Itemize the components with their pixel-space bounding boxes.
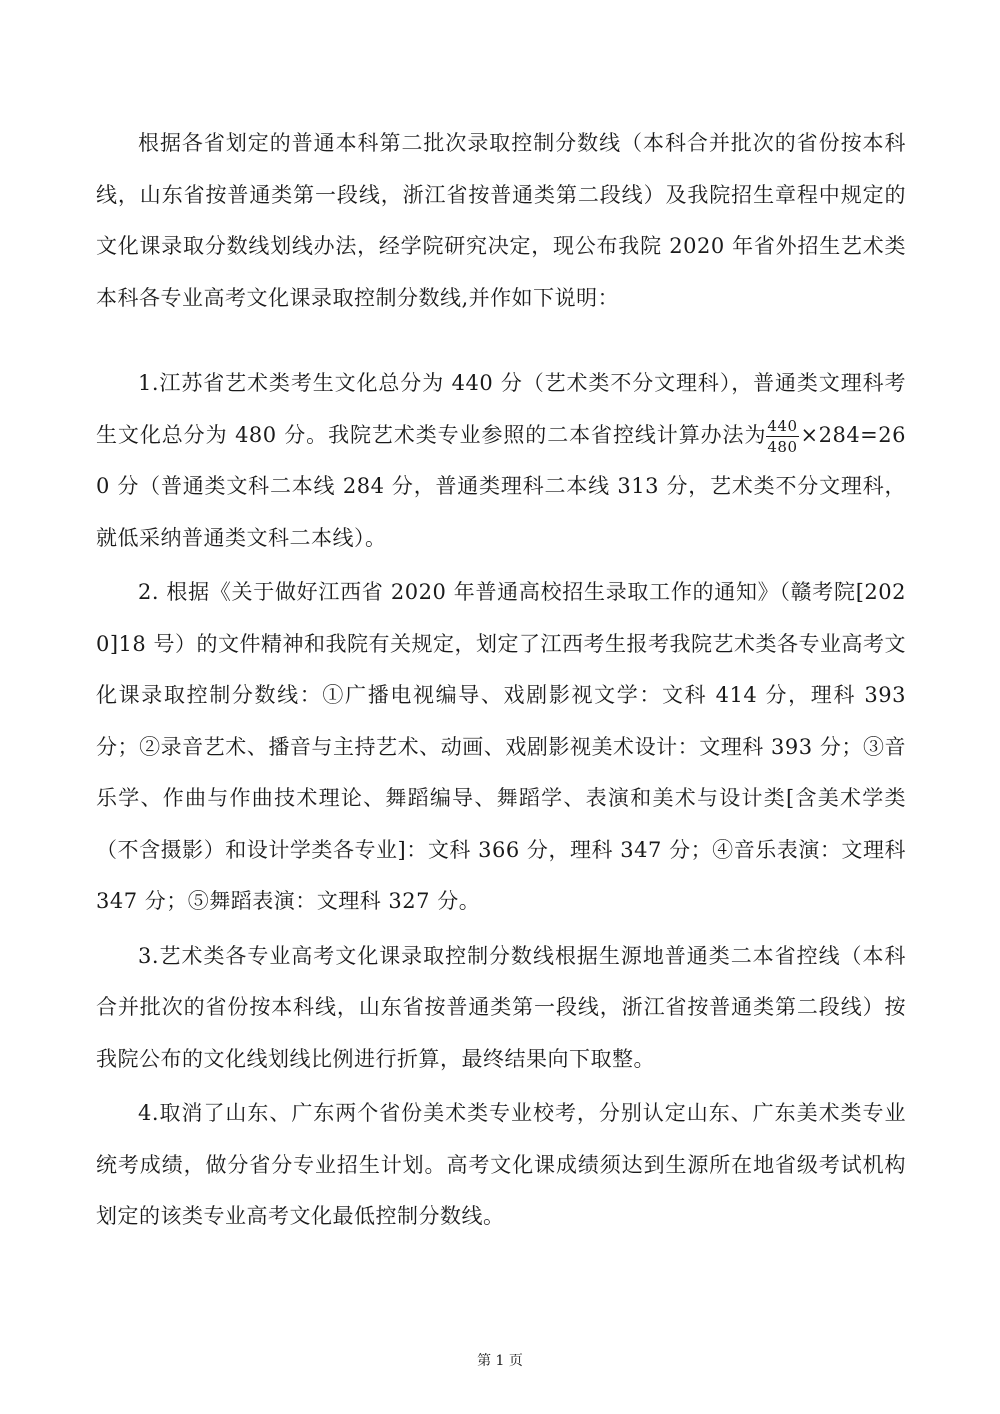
item-2-paragraph: 2. 根据《关于做好江西省 2020 年普通高校招生录取工作的通知》（赣考院[2020]18 号）的文件精神和我院有关规定，划定了江西考生报考我院艺术类各专业高考文化课录取控制分数线：①广播电视编导、戏剧影视文学：文科 414 分，理科 393 分；②录音艺术、播音与主持艺术、动画、戏剧影视美术设计：文理科 393 分；③音乐学、作曲与作曲技术理论、舞蹈编导、舞蹈学、表演和美术与设计类[含美术学类（不含摄影）和设计学类各专业]：文科 366 分，理科 347 分；④音乐表演：文理科 347 分；⑤舞蹈表演：文理科 327 分。 [96, 580, 906, 913]
item-1-text-part2: ×284=260 分（普通类文科二本线 284 分，普通类理科二本线 313 分，艺术类不分文理科，就低采纳普通类文科二本线）。 [96, 422, 906, 550]
fraction-440-480 [766, 417, 798, 456]
item-1-paragraph [96, 358, 906, 564]
fraction-numerator: 440 [767, 416, 798, 435]
item-4-paragraph: 4.取消了山东、广东两个省份美术类专业校考，分别认定山东、广东美术类专业统考成绩，做分省分专业招生计划。高考文化课成绩须达到生源所在地省级考试机构划定的该类专业高考文化最低控制分数线。 [96, 1101, 906, 1228]
item-3-paragraph: 3.艺术类各专业高考文化课录取控制分数线根据生源地普通类二本省控线（本科合并批次的省份按本科线，山东省按普通类第一段线，浙江省按普通类第二段线）按我院公布的文化线划线比例进行折算，最终结果向下取整。 [96, 943, 906, 1071]
page-number: 第 1 页 [477, 1353, 523, 1369]
item-1-text-part1: 1.江苏省艺术类考生文化总分为 440 分（艺术类不分文理科），普通类文理科考生文化总分为 480 分。我院艺术类专业参照的二本省控线计算办法为 [96, 371, 906, 447]
intro-paragraph: 根据各省划定的普通本科第二批次录取控制分数线（本科合并批次的省份按本科线，山东省按普通类第一段线，浙江省按普通类第二段线）及我院招生章程中规定的文化课录取分数线划线办法，经学院研究决定，现公布我院 2020 年省外招生艺术类本科各专业高考文化课录取控制分数线,并作如下说明： [96, 131, 906, 310]
fraction-denominator: 480 [767, 437, 798, 456]
